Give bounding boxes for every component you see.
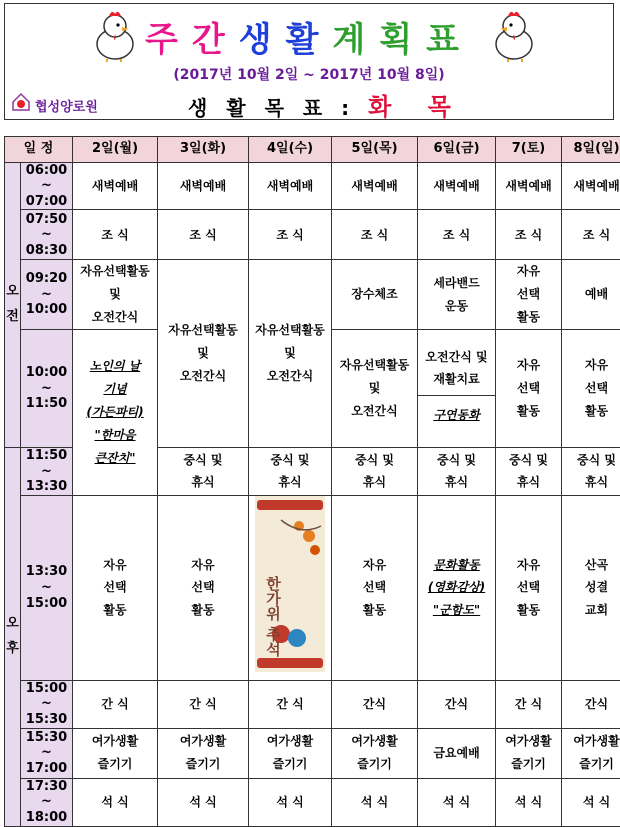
schedule-cell: 노인의 날 기념 (가든파티) "한마음 큰잔치"	[73, 329, 158, 495]
schedule-cell: 세라밴드 운동	[418, 260, 496, 329]
chuseok-text: 한가위 추석	[264, 575, 282, 657]
schedule-cell	[418, 329, 496, 447]
schedule-cell: 석 식	[73, 778, 158, 826]
schedule-cell: 간식	[332, 680, 418, 728]
title-char: 활	[286, 12, 333, 61]
day-header: 5일(목)	[332, 137, 418, 163]
schedule-cell: 새벽예배	[332, 162, 418, 210]
schedule-cell: 여가생활 즐기기	[332, 728, 418, 778]
schedule-cell: 자유 선택 활동	[562, 329, 620, 447]
time-cell: 15:00 ~ 15:30	[21, 680, 73, 728]
time-cell: 06:00 ~ 07:00	[21, 162, 73, 210]
schedule-cell: 문화활동 (영화감상) "군함도"	[418, 495, 496, 680]
table-row	[5, 210, 620, 260]
schedule-cell: 석 식	[332, 778, 418, 826]
schedule-cell: 조 식	[562, 210, 620, 260]
title-char: 간	[192, 12, 239, 61]
day-header: 6일(금)	[418, 137, 496, 163]
schedule-cell: 조 식	[496, 210, 562, 260]
sub-cell: 오전간식 및 재활치료	[418, 342, 495, 397]
schedule-cell: 자유선택활동 및 오전간식	[158, 260, 249, 447]
page-title	[5, 12, 613, 61]
schedule-cell: 금요예배	[418, 728, 496, 778]
schedule-cell: 간 식	[496, 680, 562, 728]
schedule-cell: 새벽예배	[158, 162, 249, 210]
schedule-cell: 예배	[562, 260, 620, 329]
schedule-period: (2017년 10월 2일 ~ 2017년 10월 8일)	[5, 64, 613, 84]
table-row	[5, 728, 620, 778]
am-label: 오 전	[5, 162, 21, 447]
goal-label: 생 활 목 표 :	[188, 96, 355, 120]
schedule-cell: 간 식	[158, 680, 249, 728]
schedule-cell: 중식 및 휴식	[332, 447, 418, 495]
title-char: 주	[145, 12, 192, 61]
table-row	[5, 260, 620, 329]
goal-value: 화 목	[368, 93, 465, 121]
chuseok-banner-illustration	[251, 496, 329, 672]
schedule-cell: 새벽예배	[562, 162, 620, 210]
time-cell: 10:00 ~ 11:50	[21, 329, 73, 447]
corner-cell: 일 정	[5, 137, 73, 163]
organization-name: 협성양로원	[35, 96, 98, 115]
schedule-cell: 석 식	[158, 778, 249, 826]
schedule-cell: 조 식	[158, 210, 249, 260]
time-cell: 15:30 ~ 17:00	[21, 728, 73, 778]
time-cell: 17:30 ~ 18:00	[21, 778, 73, 826]
schedule-cell: 석 식	[562, 778, 620, 826]
schedule-cell: 여가생활 즐기기	[73, 728, 158, 778]
day-header: 7(토)	[496, 137, 562, 163]
table-row	[5, 495, 620, 680]
title-char: 계	[332, 12, 379, 61]
weekly-schedule-table	[4, 136, 620, 827]
schedule-cell: 자유 선택 활동	[158, 495, 249, 680]
table-row	[5, 680, 620, 728]
schedule-cell: 조 식	[73, 210, 158, 260]
schedule-cell: 조 식	[249, 210, 332, 260]
schedule-cell: 자유 선택 활동	[73, 495, 158, 680]
life-goal	[188, 87, 465, 122]
schedule-cell: 중식 및 휴식	[562, 447, 620, 495]
time-cell: 09:20 ~ 10:00	[21, 260, 73, 329]
schedule-cell: 새벽예배	[249, 162, 332, 210]
day-header: 3일(화)	[158, 137, 249, 163]
schedule-cell: 간 식	[73, 680, 158, 728]
schedule-cell: 자유 선택 활동	[496, 329, 562, 447]
schedule-cell: 여가생활 즐기기	[496, 728, 562, 778]
table-row	[5, 162, 620, 210]
sub-cell: 구연동화	[418, 396, 495, 435]
schedule-cell: 석 식	[249, 778, 332, 826]
schedule-cell: 자유 선택 활동	[496, 260, 562, 329]
schedule-cell: 간식	[418, 680, 496, 728]
house-logo-icon	[11, 92, 31, 112]
schedule-cell: 조 식	[332, 210, 418, 260]
schedule-cell: 석 식	[496, 778, 562, 826]
schedule-cell: 여가생활 즐기기	[562, 728, 620, 778]
day-header: 4일(수)	[249, 137, 332, 163]
schedule-cell: 새벽예배	[418, 162, 496, 210]
schedule-cell: 중식 및 휴식	[249, 447, 332, 495]
schedule-cell: 자유선택활동 및 오전간식	[73, 260, 158, 329]
day-header: 8일(일)	[562, 137, 620, 163]
header-row	[5, 137, 620, 163]
schedule-cell: 중식 및 휴식	[158, 447, 249, 495]
schedule-cell: 새벽예배	[73, 162, 158, 210]
schedule-cell: 석 식	[418, 778, 496, 826]
schedule-cell: 간 식	[249, 680, 332, 728]
schedule-cell: 장수체조	[332, 260, 418, 329]
schedule-cell: 자유선택활동 및 오전간식	[332, 329, 418, 447]
schedule-cell: 조 식	[418, 210, 496, 260]
title-char: 표	[426, 12, 473, 61]
time-cell: 07:50 ~ 08:30	[21, 210, 73, 260]
schedule-cell: 새벽예배	[496, 162, 562, 210]
schedule-cell: 산곡 성결 교회	[562, 495, 620, 680]
day-header: 2일(월)	[73, 137, 158, 163]
schedule-cell: 중식 및 휴식	[418, 447, 496, 495]
title-char: 획	[379, 12, 426, 61]
schedule-cell: 간식	[562, 680, 620, 728]
time-cell: 11:50 ~ 13:30	[21, 447, 73, 495]
schedule-cell: 자유선택활동 및 오전간식	[249, 260, 332, 447]
pm-label: 오 후	[5, 447, 21, 826]
schedule-cell: 여가생활 즐기기	[158, 728, 249, 778]
table-row	[5, 778, 620, 826]
chuseok-image-cell	[249, 495, 332, 680]
schedule-cell: 자유 선택 활동	[332, 495, 418, 680]
schedule-cell: 중식 및 휴식	[496, 447, 562, 495]
title-char: 생	[239, 12, 286, 61]
schedule-cell: 여가생활 즐기기	[249, 728, 332, 778]
time-cell: 13:30 ~ 15:00	[21, 495, 73, 680]
header	[4, 3, 614, 120]
schedule-cell: 자유 선택 활동	[496, 495, 562, 680]
